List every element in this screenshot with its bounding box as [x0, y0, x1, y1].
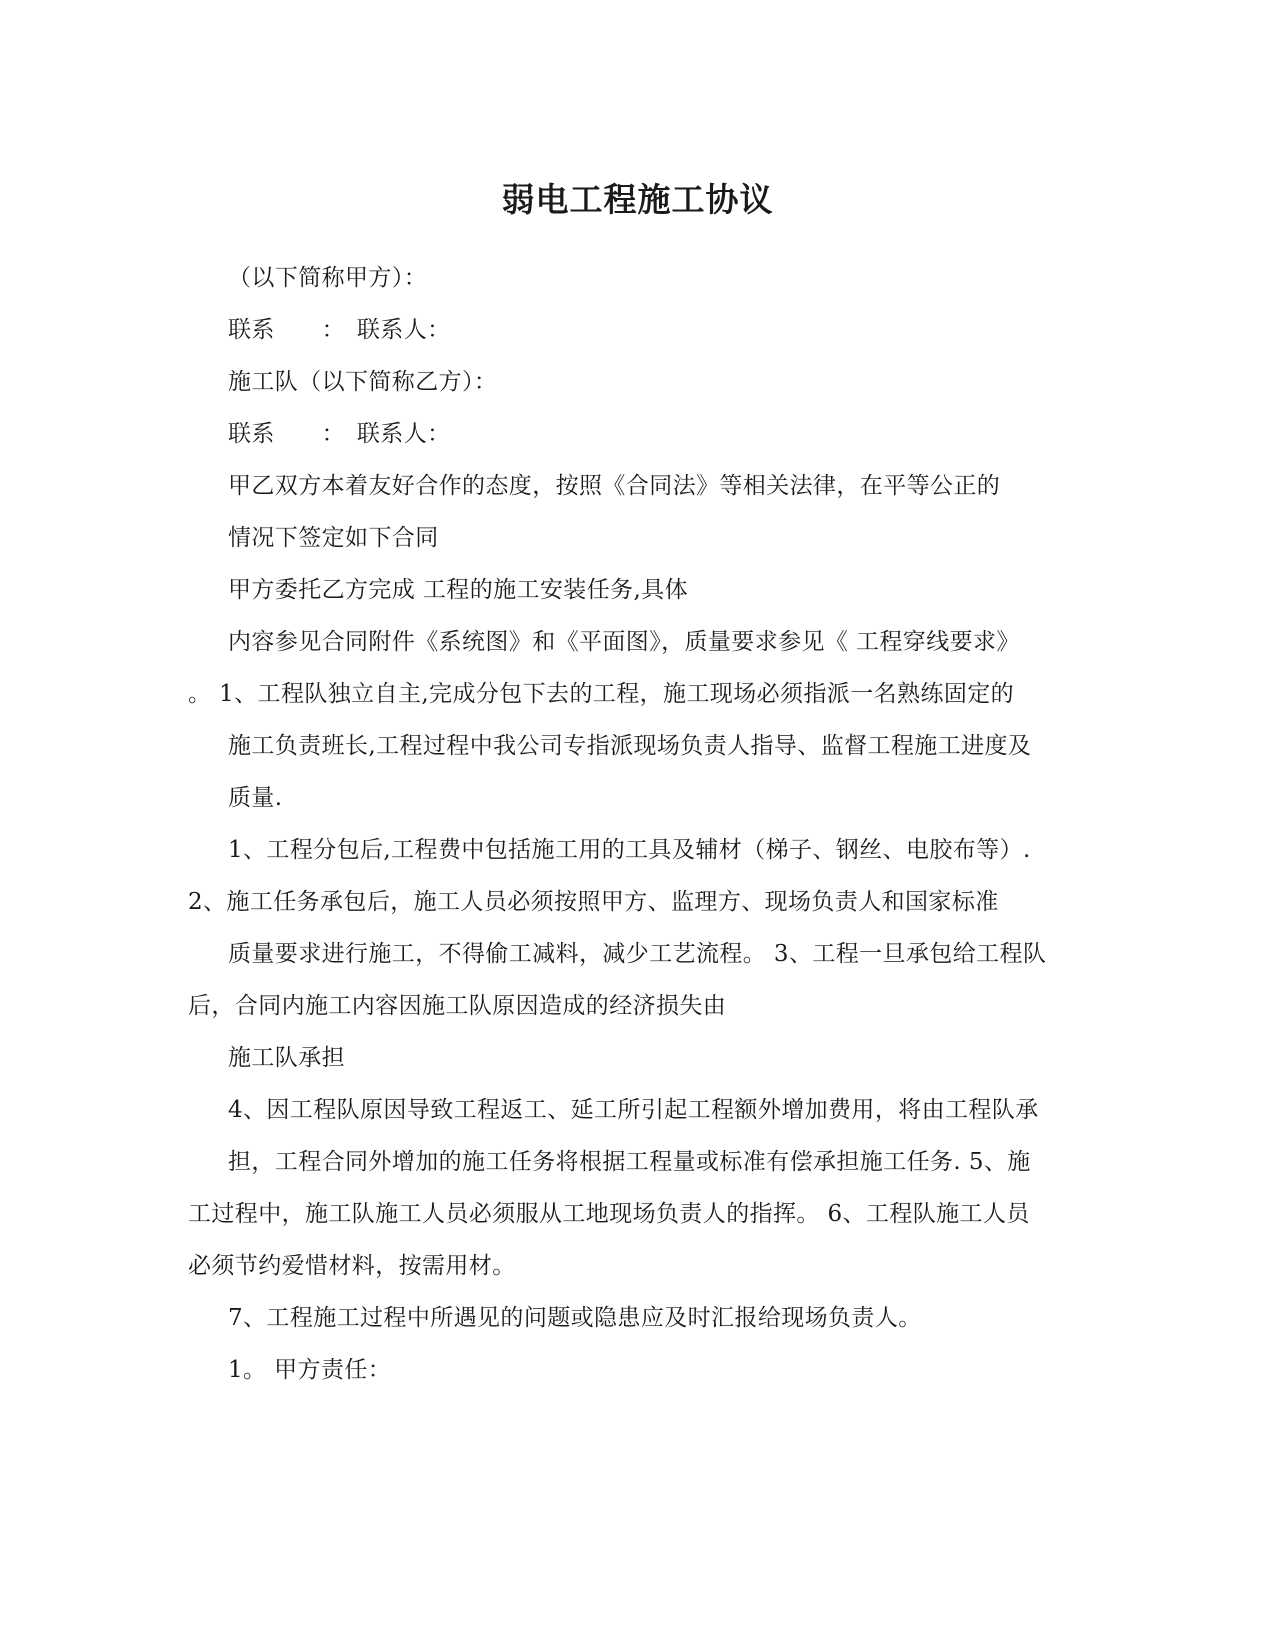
section-heading: 1。 甲方责任：	[228, 1357, 392, 1383]
paragraph-line: 担，工程合同外增加的施工任务将根据工程量或标准有偿承担施工任务. 5、施	[228, 1149, 1031, 1175]
document-title: 弱电工程施工协议	[501, 180, 774, 219]
party-a-contact-line: 联系 ： 联系人：	[228, 317, 451, 343]
paragraph-line: 情况下签定如下合同	[228, 525, 439, 551]
paragraph-line: 2、施工任务承包后，施工人员必须按照甲方、监理方、现场负责人和国家标准	[188, 889, 999, 915]
paragraph-line: 质量要求进行施工，不得偷工减料，减少工艺流程。 3、工程一旦承包给工程队	[228, 941, 1047, 967]
paragraph-line: 必须节约爱惜材料，按需用材。	[188, 1253, 516, 1279]
paragraph-line: 甲乙双方本着友好合作的态度，按照《合同法》等相关法律，在平等公正的	[228, 473, 1001, 499]
paragraph-line: 7、工程施工过程中所遇见的问题或隐患应及时汇报给现场负责人。	[228, 1305, 922, 1331]
party-b-contact-line: 联系 ： 联系人：	[228, 421, 451, 447]
party-b-line: 施工队（以下简称乙方）：	[228, 369, 498, 395]
paragraph-line: 工过程中，施工队施工人员必须服从工地现场负责人的指挥。 6、工程队施工人员	[188, 1201, 1030, 1227]
paragraph-line: 1、工程分包后,工程费中包括施工用的工具及辅材（梯子、钢丝、电胶布等）.	[228, 837, 1031, 863]
party-a-line: （以下简称甲方）：	[228, 265, 428, 291]
paragraph-line: 施工队承担	[228, 1045, 345, 1071]
paragraph-line: 施工负责班长,工程过程中我公司专指派现场负责人指导、监督工程施工进度及	[228, 733, 1032, 759]
paragraph-line: 后，合同内施工内容因施工队原因造成的经济损失由	[188, 993, 727, 1019]
paragraph-line: 。 1、工程队独立自主,完成分包下去的工程，施工现场必须指派一名熟练固定的	[188, 681, 1015, 707]
paragraph-line: 4、因工程队原因导致工程返工、延工所引起工程额外增加费用，将由工程队承	[228, 1097, 1039, 1123]
paragraph-line: 内容参见合同附件《系统图》和《平面图》，质量要求参见《 工程穿线要求》	[228, 629, 1020, 655]
paragraph-line: 甲方委托乙方完成 工程的施工安装任务,具体	[228, 577, 689, 603]
paragraph-line: 质量.	[228, 785, 283, 811]
